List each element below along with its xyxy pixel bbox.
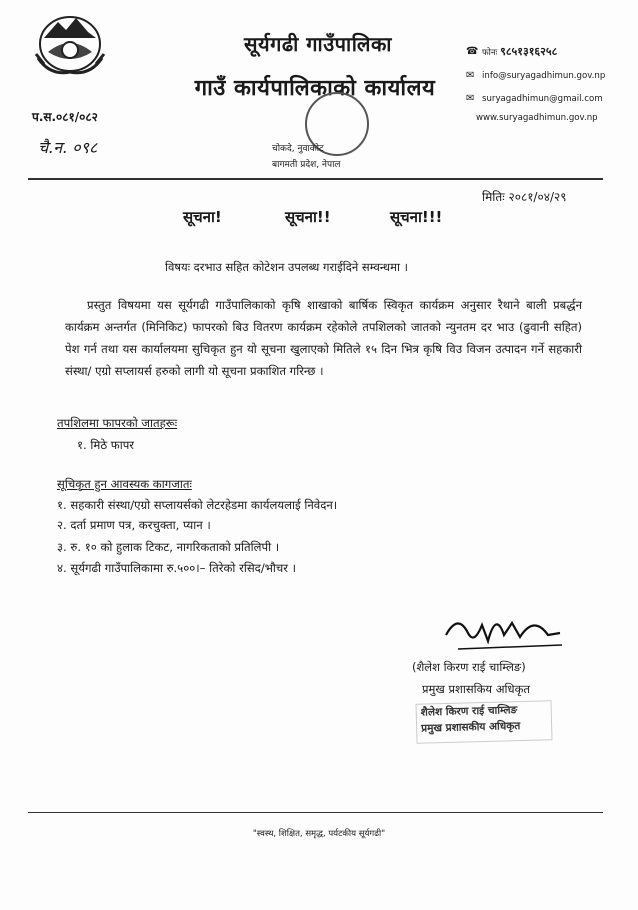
- email-info: info@suryagadhimun.gov.np: [482, 70, 606, 81]
- website: www.suryagadhimun.gov.np: [476, 113, 598, 123]
- varieties-heading: तपशिलमा फापरको जातहरूः: [57, 416, 178, 430]
- stamp-line-1: शैलेश किरण राई चाम्लिङ: [420, 704, 518, 719]
- stamp-line-2: प्रमुख प्रशासकीय अधिकृत: [420, 720, 521, 735]
- notice-heading-2: सूचना!!: [285, 208, 331, 226]
- email-icon: ✉: [466, 70, 475, 81]
- footer-divider: [28, 812, 603, 813]
- document-item: ४. सूर्यगढी गाउँपालिकामा रु.५००।– तिरेको रसिद/भौचर ।: [57, 561, 297, 575]
- email-contact-2: [466, 93, 603, 104]
- municipality-name: सूर्यगढी गाउँपालिका: [243, 32, 392, 56]
- documents-heading: सूचिकृत हुन आवस्यक कागजातः: [57, 477, 192, 491]
- signatory-title: प्रमुख प्रशासकिय अधिकृत: [422, 682, 530, 696]
- email-icon: ✉: [466, 93, 475, 104]
- signatory-name: (शैलेश किरण राई चाम्लिङ): [412, 660, 526, 674]
- variety-item: १. मिठे फापर: [77, 438, 135, 452]
- document-item: ३. रु. १० को हुलाक टिकट, नागरिकताको प्रतिलिपी ।: [57, 540, 280, 554]
- phone-icon: ☎: [466, 46, 479, 57]
- phone-label: फोनः: [482, 47, 498, 58]
- notice-heading-3: सूचना!!!: [390, 208, 443, 226]
- address-line-1: चोकदे, नुवाकोट: [272, 144, 324, 154]
- office-address: [272, 141, 362, 173]
- office-name: गाउँ कार्यपालिकाको कार्यालय: [194, 76, 436, 101]
- email-contact-1: [466, 70, 605, 81]
- address-line-2: बागमती प्रदेश, नेपाल: [272, 160, 341, 170]
- notice-body: प्रस्तुत विषयमा यस सूर्यगढी गाउँपालिकाको कृषि शाखाको बार्षिक स्विकृत कार्यक्रम अनुसार रैथाने बाली प्रबर्द्धन कार्यक्रम अन्तर्गत (मिनिकिट) फापरको बिउ वितरण कार्यक्रम रहेकोले तपशिलको जातको न्युनतम दर भाउ (ढुवानी सहित) पेश गर्न तथा यस कार्यालयमा सुचिकृत हुन यो सूचना खुलाएको मितिले १५ दिन भित्र कृषि विउ विजन उत्पादन गर्ने सहकारी संस्था/ एग्रो सप्लायर्स हरुको लागी यो सूचना प्रकाशित गरिन्छ ।: [65, 298, 582, 378]
- website-contact: [476, 113, 598, 123]
- dispatch-number: चै.न. ०९८: [38, 138, 98, 157]
- footer-motto: "स्वस्थ, शिक्षित, समृद्ध, पर्यटकीय सूर्यगढी": [252, 829, 386, 839]
- notice-heading-1: सूचना!: [183, 208, 222, 226]
- phone-contact: [466, 44, 557, 59]
- notice-date: मितिः २०८१/०४/२९: [482, 190, 567, 204]
- phone-number: ९८५१३१६२५८: [500, 45, 558, 58]
- nepal-emblem-logo: [30, 8, 110, 78]
- email-gmail: suryagadhimun@gmail.com: [482, 93, 603, 104]
- signatory-stamp: [415, 700, 552, 744]
- header-divider: [28, 178, 603, 180]
- notice-subject: विषयः दरभाउ सहित कोटेशन उपलब्ध गराईदिने सम्वन्धमा ।: [165, 260, 408, 274]
- document-item: २. दर्ता प्रमाण पत्र, करचुक्ता, प्यान ।: [57, 518, 211, 532]
- document-item: १. सहकारी संस्था/एग्रो सप्लायर्सको लेटरहेडमा कार्यलयलाई निवेदन।: [57, 498, 338, 512]
- handwritten-signature: [438, 605, 568, 655]
- reference-number: प.स.०८१/०८२: [32, 110, 98, 124]
